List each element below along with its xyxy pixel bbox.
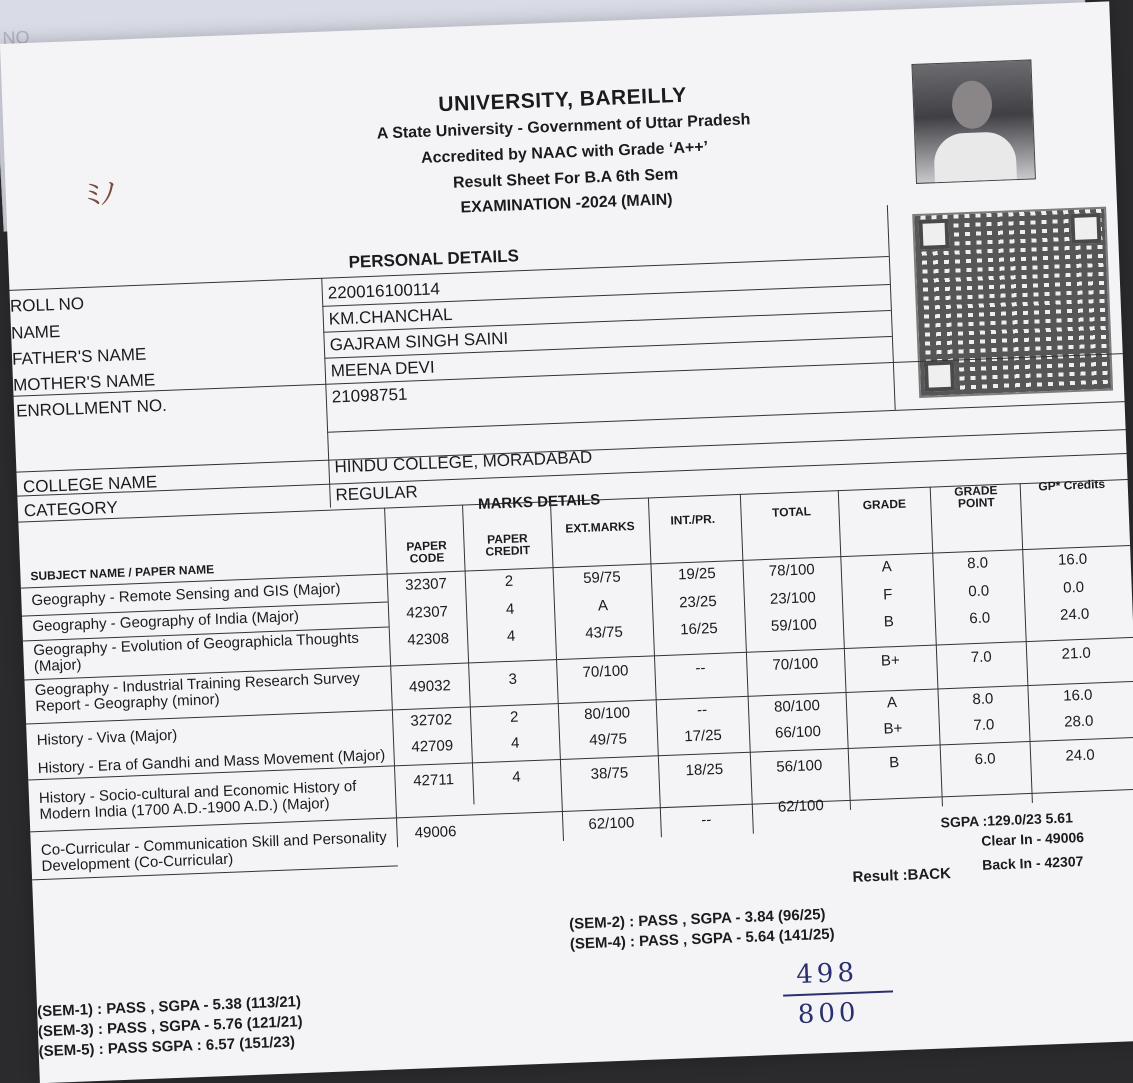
table-cell-gpc: 24.0 [1065, 746, 1096, 765]
col-total: TOTAL [771, 504, 812, 520]
table-cell-ext: 43/75 [584, 623, 624, 642]
table-cell-gpc: 16.0 [1062, 686, 1093, 705]
table-cell-credit: 4 [506, 627, 516, 645]
table-cell-grade: B+ [880, 651, 901, 670]
table-cell-credit: 2 [504, 572, 514, 591]
table-cell-code: 49032 [408, 677, 452, 696]
table-cell-code: 42308 [407, 630, 450, 649]
col-subject: SUBJECT NAME / PAPER NAME [30, 562, 215, 584]
college-value: HINDU COLLEGE, MORADABAD [334, 447, 593, 477]
table-cell-total: 59/100 [770, 616, 818, 635]
rule [327, 401, 1124, 433]
table-cell-grade: A [881, 558, 893, 576]
handwritten-fraction-bar [783, 990, 893, 996]
table-cell-code: 49006 [414, 823, 457, 842]
exam-title: EXAMINATION -2024 (MAIN) [460, 191, 673, 217]
table-cell-code: 42709 [411, 737, 454, 756]
naac-line: Accredited by NAAC with Grade ‘A++’ [420, 138, 709, 167]
table-row-subject: Co-Curricular - Communication Skill and Personality Development (Co-Curricular) [40, 828, 388, 876]
table-cell-gp: 8.0 [966, 554, 989, 573]
table-cell-int: 19/25 [677, 564, 716, 584]
table-cell-total: 56/100 [776, 756, 823, 776]
table-cell-gpc: 24.0 [1059, 605, 1090, 624]
table-cell-grade: A [886, 694, 898, 712]
sem-1-result: (SEM-1) : PASS , SGPA - 5.38 (113/21) [36, 993, 302, 1021]
table-cell-gp: 7.0 [973, 716, 995, 735]
back-in: Back In - 42307 [981, 853, 1084, 873]
table-cell-gpc: 0.0 [1062, 578, 1085, 597]
table-cell-total: 80/100 [773, 697, 821, 716]
logo-emblem-icon: ﾐﾉ [85, 177, 117, 212]
qr-corner-icon [918, 219, 949, 250]
table-row-subject: History - Socio-cultural and Economic History of Modern India (1700 A.D.-1900 A.D.) (Major) [38, 777, 357, 824]
table-cell-total: 70/100 [772, 655, 819, 674]
clear-in: Clear In - 49006 [981, 828, 1085, 849]
table-cell-total: 66/100 [774, 722, 822, 742]
table-cell-ext: 59/75 [582, 568, 622, 588]
underlying-mark: NO [2, 27, 31, 49]
table-cell-grade: B+ [883, 719, 903, 738]
table-row-subject: Geography - Geography of India (Major) [32, 607, 300, 636]
table-cell-int: 18/25 [685, 760, 724, 780]
sem-4-result: (SEM-4) : PASS , SGPA - 5.64 (141/25) [569, 925, 835, 953]
table-row-subject: Geography - Remote Sensing and GIS (Major) [31, 580, 341, 610]
roll-no-label: ROLL NO [9, 293, 85, 316]
table-row-subject: Geography - Industrial Training Research Survey Report - Geography (minor) [34, 669, 361, 716]
qr-code [912, 207, 1113, 398]
table-cell-int: 17/25 [683, 726, 723, 746]
table-cell-ext: 49/75 [589, 730, 628, 749]
category-label: CATEGORY [23, 497, 119, 521]
table-row-subject: History - Era of Gandhi and Mass Movement (Major) [37, 746, 386, 778]
table-cell-int: 23/25 [678, 592, 718, 612]
table-cell-int: 16/25 [679, 619, 719, 639]
col-int: INT./PR. [670, 511, 716, 528]
university-name: UNIVERSITY, BAREILLY [437, 83, 688, 117]
rule [887, 205, 896, 410]
table-cell-credit: 2 [509, 708, 519, 726]
father-name-value: GAJRAM SINGH SAINI [329, 328, 509, 355]
table-cell-gp: 7.0 [970, 648, 993, 667]
handwritten-denominator: 800 [797, 997, 861, 1031]
photo-face [951, 80, 993, 130]
table-cell-gp: 6.0 [969, 609, 991, 628]
table-cell-gpc: 21.0 [1061, 644, 1092, 663]
marks-details-title: MARKS DETAILS [477, 491, 601, 513]
table-cell-ext: 70/100 [582, 662, 629, 682]
qr-corner-icon [924, 361, 955, 392]
state-university-line: A State University - Government of Uttar Pradesh [376, 111, 751, 143]
sgpa-summary: SGPA :129.0/23 5.61 [940, 809, 1074, 831]
table-cell-int: -- [695, 659, 706, 677]
table-cell-ext: 62/100 [588, 814, 635, 833]
table-cell-ext: 38/75 [590, 764, 629, 783]
table-row-subject: Geography - Evolution of Geographicla Thoughts (Major) [32, 629, 360, 676]
table-cell-total: 23/100 [769, 589, 817, 608]
col-grade-point: GRADE POINT [953, 483, 998, 511]
col-gp-credits: GP* Credits [1038, 476, 1106, 494]
mother-name-value: MEENA DEVI [330, 357, 436, 381]
result-status: Result :BACK [852, 865, 952, 886]
sem-5-result: (SEM-5) : PASS SGPA : 6.57 (151/23) [38, 1033, 296, 1061]
university-logo [40, 178, 161, 213]
col-credit: PAPER CREDIT [485, 531, 531, 559]
table-cell-int: -- [700, 811, 712, 829]
table-cell-credit: 4 [512, 768, 522, 786]
name-label: NAME [10, 321, 61, 343]
result-sheet-title: Result Sheet For B.A 6th Sem [452, 166, 679, 192]
table-cell-grade: B [883, 613, 895, 631]
student-photo [911, 59, 1036, 184]
table-cell-code: 32702 [410, 711, 453, 730]
table-row-subject: History - Viva (Major) [36, 726, 178, 750]
table-cell-gpc: 16.0 [1057, 550, 1088, 569]
table-cell-credit: 4 [510, 734, 520, 752]
personal-details-title: PERSONAL DETAILS [348, 246, 520, 272]
qr-corner-icon [1070, 213, 1101, 244]
table-cell-grade: B [888, 754, 900, 772]
table-cell-total: 78/100 [768, 561, 816, 580]
table-cell-credit: 4 [505, 600, 515, 618]
table-cell-ext: A [597, 597, 609, 615]
table-cell-gp: 6.0 [974, 750, 996, 769]
result-sheet [0, 1, 1133, 1083]
sem-3-result: (SEM-3) : PASS , SGPA - 5.76 (121/21) [37, 1013, 303, 1041]
name-value: KM.CHANCHAL [328, 304, 453, 329]
enrollment-value: 21098751 [331, 384, 408, 407]
mother-name-label: MOTHER'S NAME [12, 370, 156, 395]
sem-2-result: (SEM-2) : PASS , SGPA - 3.84 (96/25) [568, 905, 826, 933]
col-grade: GRADE [862, 496, 907, 513]
table-cell-credit: 3 [508, 670, 518, 688]
father-name-label: FATHER'S NAME [11, 344, 147, 369]
category-value: REGULAR [335, 482, 419, 505]
table-cell-gp: 0.0 [967, 582, 990, 601]
roll-no-value: 220016100114 [327, 279, 441, 303]
table-cell-gpc: 28.0 [1063, 712, 1094, 731]
table-cell-total: 62/100 [777, 796, 825, 816]
table-cell-code: 42307 [405, 603, 449, 622]
table-cell-code: 42711 [412, 771, 455, 790]
handwritten-numerator: 498 [795, 957, 859, 991]
col-ext: EXT.MARKS [565, 518, 635, 536]
table-cell-code: 32307 [404, 575, 448, 594]
table-cell-gp: 8.0 [972, 690, 994, 709]
table-cell-ext: 80/100 [583, 704, 631, 724]
photo-shoulders [933, 131, 1017, 182]
table-cell-int: -- [696, 701, 708, 719]
col-code: PAPER CODE [406, 538, 448, 566]
college-label: COLLEGE NAME [22, 472, 158, 497]
table-cell-grade: F [882, 586, 893, 604]
enrollment-label: ENROLLMENT NO. [15, 395, 168, 421]
